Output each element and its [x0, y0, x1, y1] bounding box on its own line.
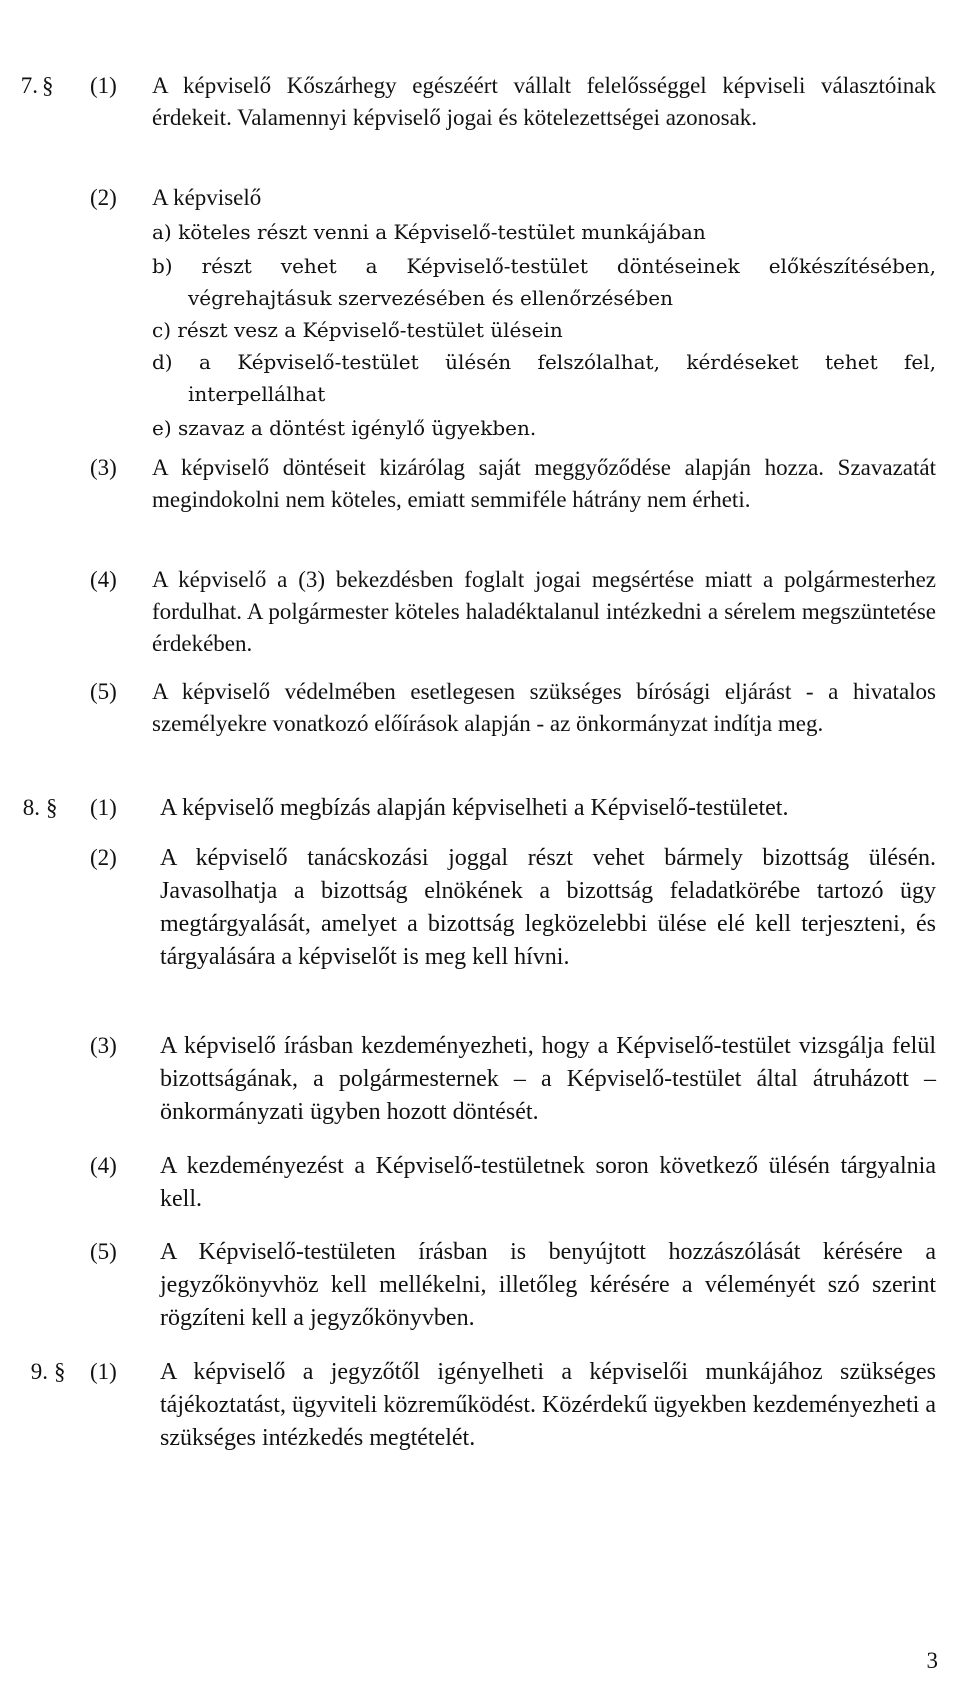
paragraph-text: A képviselő döntéseit kizárólag saját meggyőződése alapján hozza. Szavazatát megindokolni nem köteles, emiatt semmiféle hátrány nem érheti.: [152, 455, 936, 512]
list-item: b) részt vehet a Képviselő-testület döntéseinek előkészítésében, végrehajtásuk szervezésében és ellenőrzésében: [152, 254, 936, 310]
paragraph-number: (3): [90, 1033, 117, 1058]
section-symbol: §: [54, 1359, 66, 1384]
paragraph-text: A kezdeményezést a Képviselő-testületnek soron következő ülésén tárgyalnia kell.: [160, 1153, 936, 1212]
paragraph-text: A képviselő Kőszárhegy egészéért vállalt felelősséggel képviseli választóinak érdekeit. Valamennyi képviselő jogai és kötelezettségei azonosak.: [152, 73, 936, 130]
section-number: 9.: [30, 1359, 48, 1384]
section-number: 8.: [22, 795, 40, 820]
paragraph-text: A képviselő tanácskozási joggal részt vehet bármely bizottság ülésén. Javasolhatja a bizottság elnökének a bizottság feladatkörébe tartozó ügy megtárgyalását, amelyet a bizottság legközelebbi ülése elé kell terjeszteni, és tárgyalására a képviselőt is meg kell hívni.: [160, 845, 936, 970]
paragraph-number: (1): [90, 1359, 117, 1384]
paragraph-number: (2): [90, 185, 117, 210]
paragraph-text: A Képviselő-testületen írásban is benyújtott hozzászólását kérésére a jegyzőkönyvhöz kell mellékelni, illetőleg kérésére a véleményét szó szerint rögzíteni kell a jegyzőkönyvben.: [160, 1239, 936, 1331]
paragraph-number: (4): [90, 1153, 117, 1178]
paragraph-number: (5): [90, 679, 117, 704]
list-item: a) köteles részt venni a Képviselő-testület munkájában: [152, 220, 706, 244]
list-item: d) a Képviselő-testület ülésén felszólalhat, kérdéseket tehet fel, interpellálhat: [152, 350, 936, 406]
paragraph-number: (3): [90, 455, 117, 480]
paragraph-number: (2): [90, 845, 117, 870]
paragraph-text: A képviselő a (3) bekezdésben foglalt jogai megsértése miatt a polgármesterhez fordulhat. A polgármester köteles haladéktalanul intézkedni a sérelem megszüntetése érdekében.: [152, 567, 936, 656]
list-item: c) részt vesz a Képviselő-testület ülésein: [152, 318, 563, 342]
paragraph-number: (1): [90, 795, 117, 820]
list-item: e) szavaz a döntést igénylő ügyekben.: [152, 416, 537, 440]
paragraph-number: (1): [90, 73, 117, 98]
page-number: 3: [926, 1648, 938, 1673]
paragraph-number: (4): [90, 567, 117, 592]
paragraph-text: A képviselő írásban kezdeményezheti, hogy a Képviselő-testület vizsgálja felül bizottságának, a polgármesternek – a Képviselő-testület által átruházott – önkormányzati ügyben hozott döntését.: [160, 1033, 936, 1125]
paragraph-number: (5): [90, 1239, 117, 1264]
section-symbol: §: [42, 73, 54, 98]
paragraph-text: A képviselő a jegyzőtől igényelheti a képviselői munkájához szükséges tájékoztatást, ügyviteli közreműködést. Közérdekű ügyekben kezdeményezheti a szükséges intézkedés megtételét.: [160, 1359, 936, 1451]
section-number: 7.: [20, 73, 38, 98]
paragraph-text: A képviselő védelmében esetlegesen szükséges bírósági eljárást - a hivatalos személyekre vonatkozó előírások alapján - az önkormányzat indítja meg.: [152, 679, 936, 736]
paragraph-text: A képviselő megbízás alapján képviselheti a Képviselő-testületet.: [160, 795, 789, 821]
paragraph-text: A képviselő: [152, 185, 262, 210]
section-symbol: §: [46, 795, 58, 820]
